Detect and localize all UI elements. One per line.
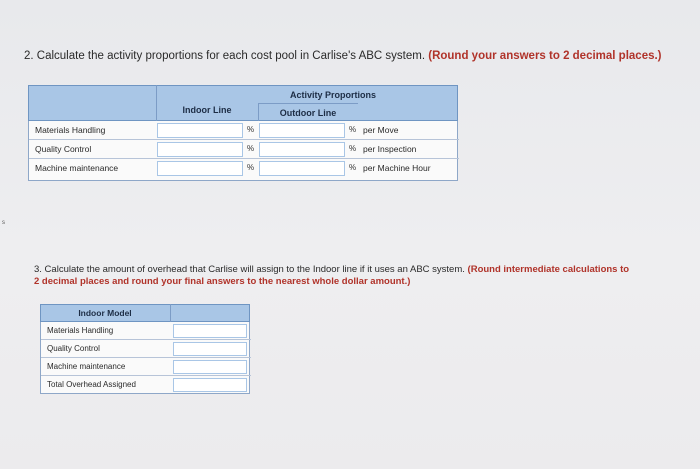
column-header-indoor-model: Indoor Model (78, 308, 132, 318)
table-row (29, 159, 459, 178)
header-group-rule (258, 103, 358, 104)
edge-mark: s (2, 220, 5, 226)
row-label: Materials Handling (47, 326, 114, 335)
table-row (41, 376, 251, 394)
indoor-overhead-table (40, 304, 250, 394)
question-3-text: 3. Calculate the amount of overhead that Carlise will assign to the Indoor line if it uses an ABC system. (34, 264, 465, 275)
percent-label: % (349, 125, 357, 134)
percent-label: % (349, 144, 357, 153)
column-header-indoor: Indoor Line (182, 105, 232, 115)
column-header-outdoor: Outdoor Line (279, 108, 337, 118)
row-label: Machine maintenance (35, 163, 119, 173)
outdoor-input[interactable] (259, 161, 345, 176)
activity-proportions-table (28, 85, 458, 181)
indoor-input[interactable] (157, 161, 243, 176)
row-label: Quality Control (35, 144, 92, 154)
table-row (29, 140, 459, 159)
question-3 (34, 264, 634, 288)
outdoor-input[interactable] (259, 142, 345, 157)
unit-label: per Inspection (363, 144, 417, 154)
question-2-instruction: (Round your answers to 2 decimal places.) (428, 50, 662, 62)
table-row (29, 121, 459, 140)
header-divider (170, 304, 171, 322)
row-label: Total Overhead Assigned (47, 380, 136, 389)
outdoor-input[interactable] (259, 123, 345, 138)
question-3-instruction: (Round intermediate calculations to 2 decimal places and round your final answers to the nearest whole dollar amount.) (34, 264, 630, 287)
indoor-input[interactable] (157, 142, 243, 157)
header-divider (156, 85, 157, 121)
table-body (40, 322, 250, 394)
table-body (28, 121, 458, 181)
amount-input[interactable] (173, 342, 247, 356)
table-row (41, 340, 251, 358)
row-label: Machine maintenance (47, 362, 126, 371)
row-label: Materials Handling (35, 125, 106, 135)
row-label: Quality Control (47, 344, 100, 353)
indoor-input[interactable] (157, 123, 243, 138)
table-row (41, 358, 251, 376)
amount-input[interactable] (173, 360, 247, 374)
unit-label: per Machine Hour (363, 163, 431, 173)
amount-input[interactable] (173, 378, 247, 392)
question-2 (24, 49, 684, 63)
unit-label: per Move (363, 125, 399, 135)
percent-label: % (349, 163, 357, 172)
percent-label: % (247, 163, 255, 172)
question-2-text: 2. Calculate the activity proportions for each cost pool in Carlise's ABC system. (24, 50, 426, 62)
amount-input[interactable] (173, 324, 247, 338)
percent-label: % (247, 144, 255, 153)
table-row (41, 322, 251, 340)
percent-label: % (247, 125, 255, 134)
column-group-header: Activity Proportions (289, 90, 376, 100)
